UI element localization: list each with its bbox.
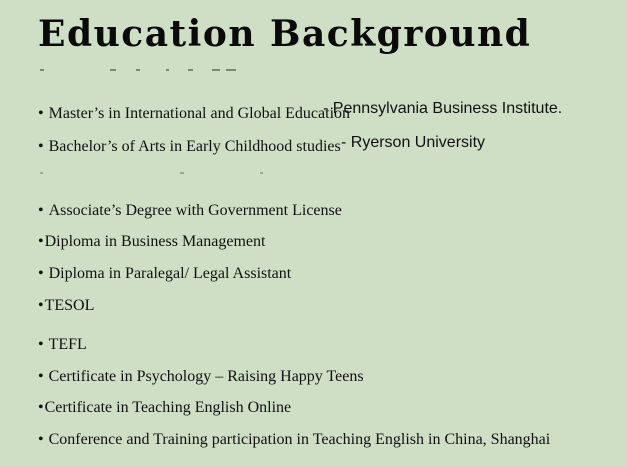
bullet: • [38,138,44,155]
list-item-text: Master’s in International and Global Education [48,105,351,122]
list-item-conference [38,430,550,450]
list-item-text: Conference and Training participation in Teaching English in China, Shanghai [48,431,551,448]
list-item-masters [38,104,350,124]
list-item-text: Certificate in Teaching English Online [44,399,292,416]
bullet: • [38,399,44,416]
list-item-tefl [38,335,87,355]
institution-ryerson: - Ryerson University [341,134,486,151]
list-item-bachelors [38,137,341,157]
list-item-text: Diploma in Paralegal/ Legal Assistant [48,265,292,282]
list-item-certificate-psychology [38,367,364,387]
bullet: • [38,202,44,219]
bullet: • [38,297,44,314]
list-item-associates [38,201,342,221]
list-item-tesol [38,296,94,316]
list-item-text: Associate’s Degree with Government License [48,202,342,219]
list-item-text: Certificate in Psychology – Raising Happy Teens [48,368,364,385]
bullet: • [38,431,44,448]
bullet: • [38,368,44,385]
bullet: • [38,336,44,353]
list-item-diploma-business [38,232,265,252]
list-item-text: Diploma in Business Management [44,233,266,250]
slide-title: Education Background [38,13,532,55]
institution-pennsylvania: - Pennsylvania Business Institute. [323,100,563,117]
list-item-text: TEFL [48,336,87,353]
list-item-text: TESOL [44,297,95,314]
bullet: • [38,105,44,122]
list-item-certificate-teaching-online [38,398,291,418]
list-item-text: Bachelor’s of Arts in Early Childhood studies [48,138,341,155]
bullet: • [38,233,44,250]
faded-text-artifact [40,69,260,79]
list-item-diploma-paralegal [38,264,291,284]
faded-text-artifact [40,172,340,178]
bullet: • [38,265,44,282]
